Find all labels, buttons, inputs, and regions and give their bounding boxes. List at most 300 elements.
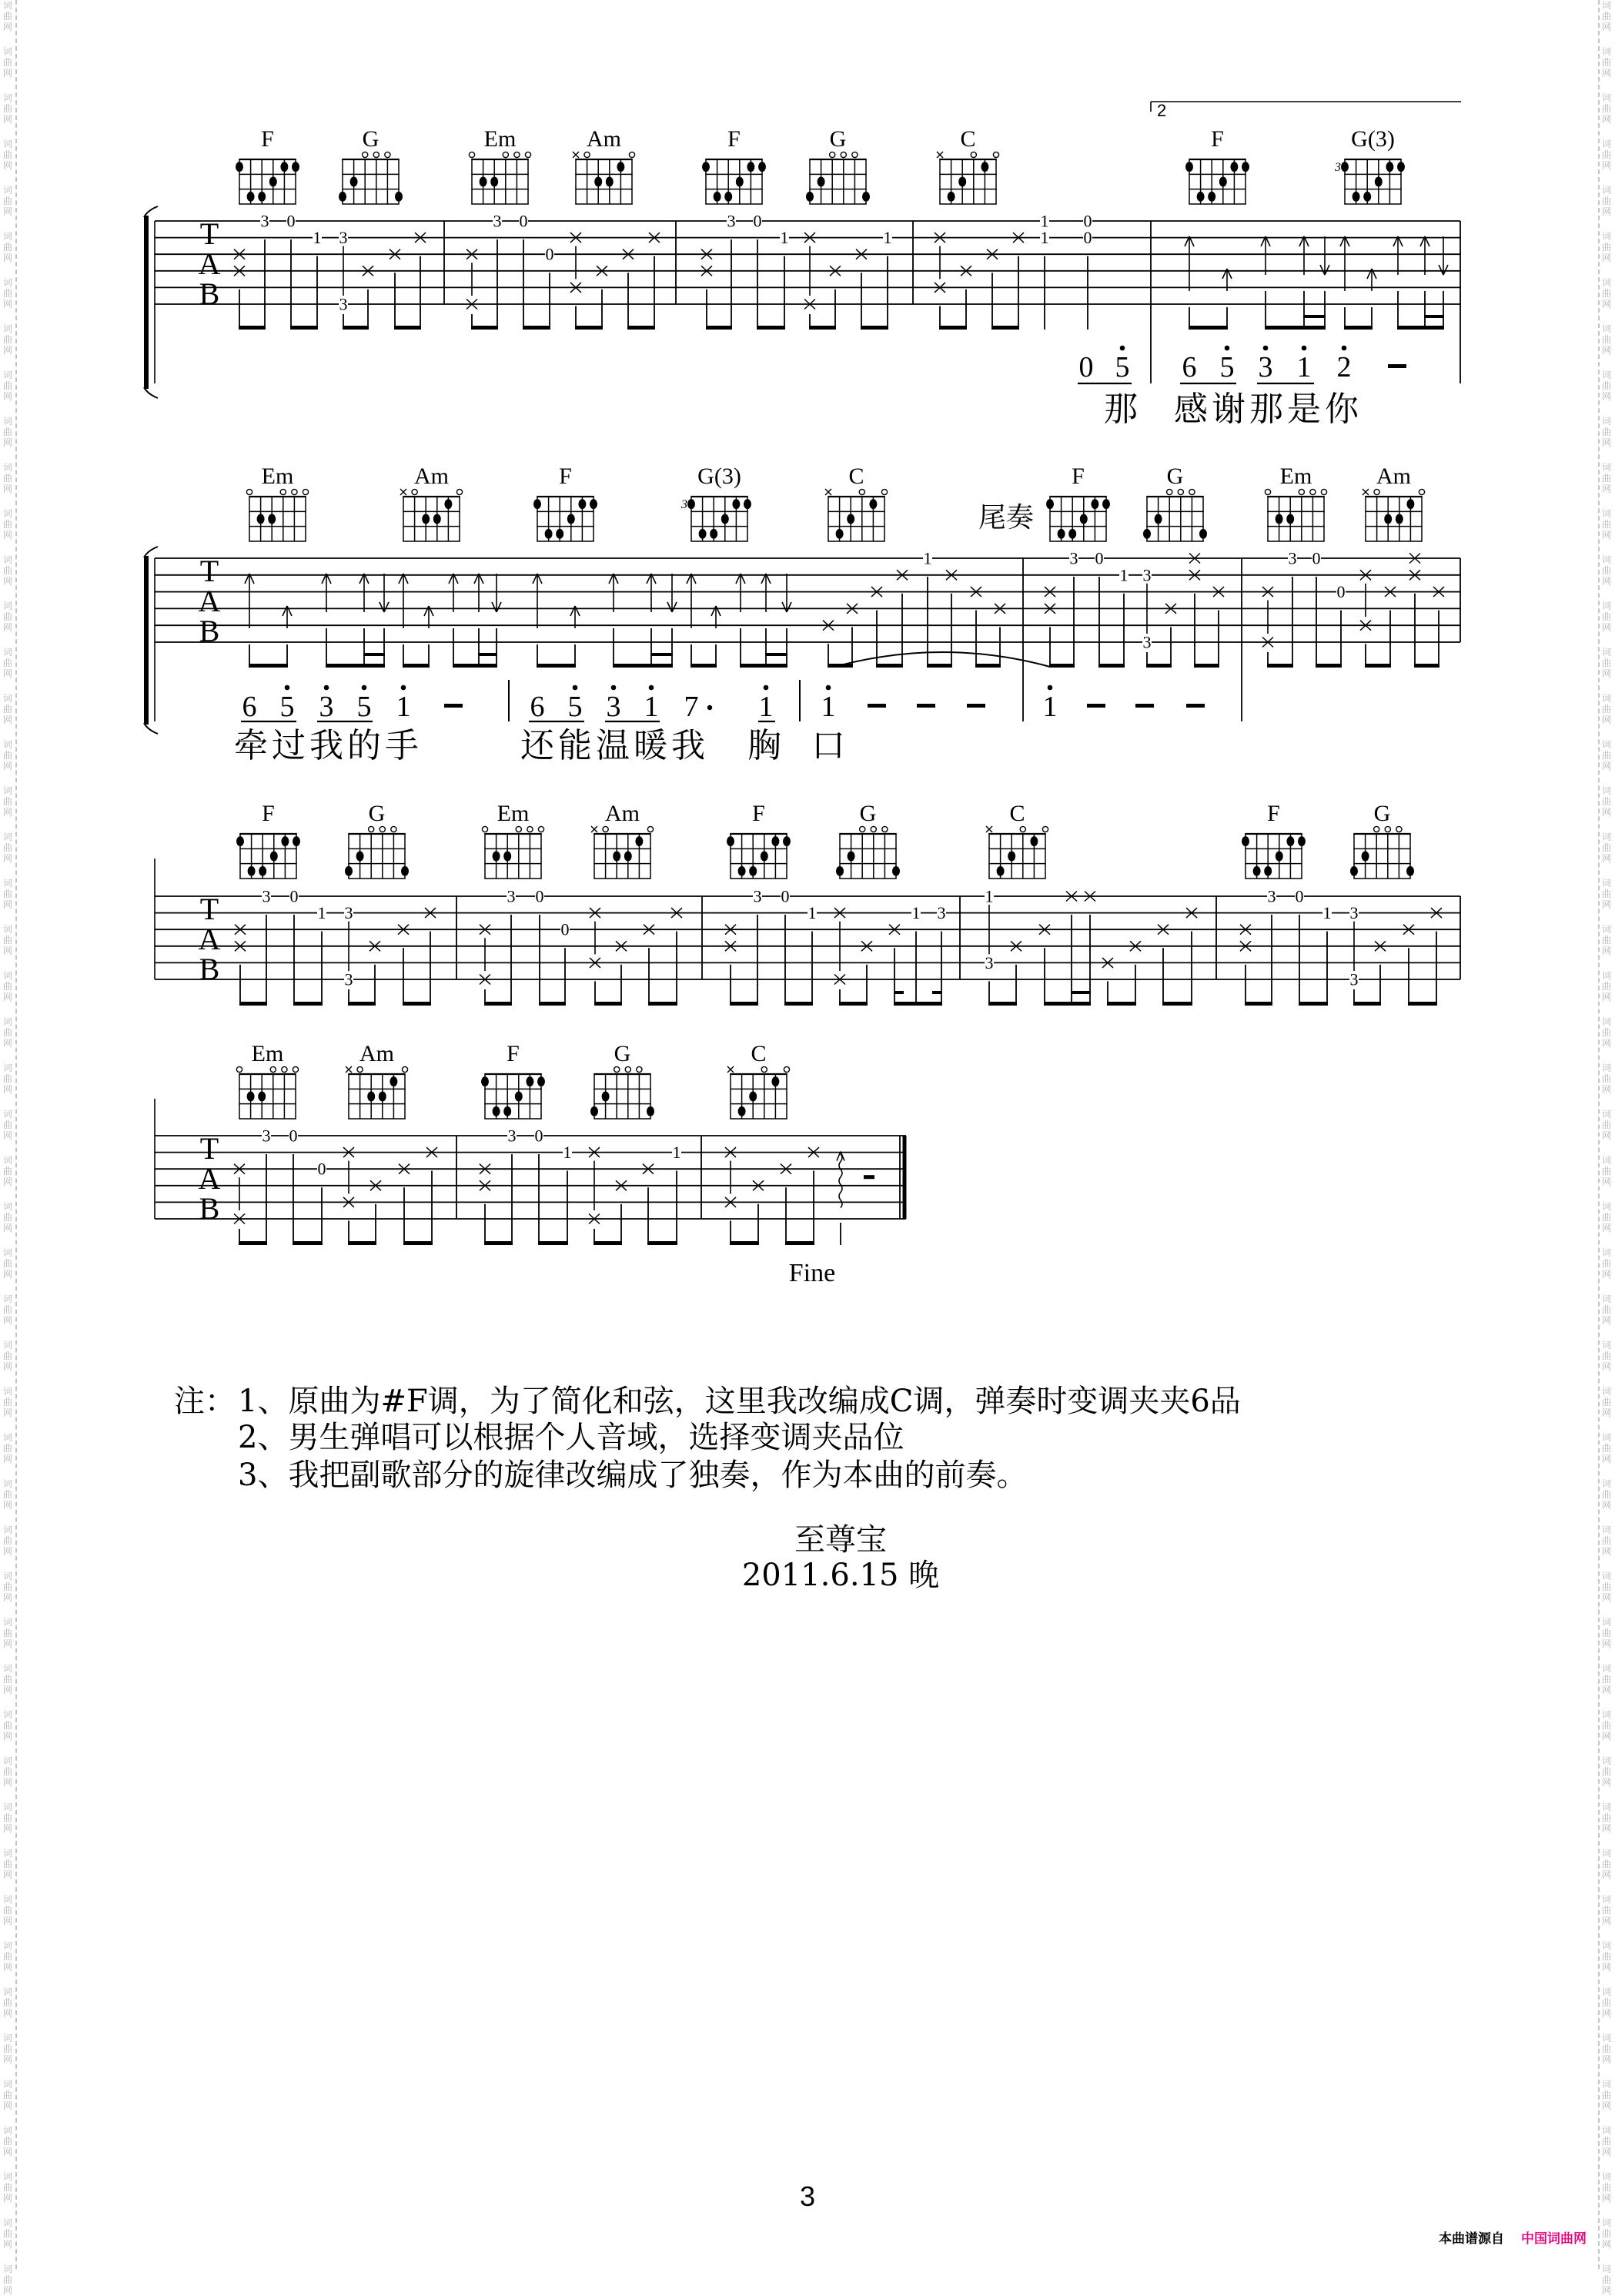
watermark-char: 词 xyxy=(1602,1247,1612,1258)
watermark-char: 词 xyxy=(3,924,13,935)
chord-diagram xyxy=(1334,126,1405,204)
finger-dot-icon xyxy=(836,529,844,539)
finger-dot-icon xyxy=(526,1076,533,1086)
chord-diagram xyxy=(236,801,300,879)
finger-dot-icon xyxy=(747,162,754,172)
finger-dot-icon xyxy=(350,177,358,187)
watermark-char: 曲 xyxy=(3,427,13,437)
watermark-char: 曲 xyxy=(1602,2182,1612,2193)
tab-event xyxy=(672,1143,681,1245)
watermark-char: 曲 xyxy=(3,1212,13,1223)
finger-dot-icon xyxy=(590,499,597,509)
octave-dot-icon xyxy=(611,685,617,691)
finger-dot-icon xyxy=(594,177,602,187)
finger-dot-icon xyxy=(606,177,614,187)
finger-dot-icon xyxy=(270,852,278,862)
lyric-char: 的 xyxy=(347,726,381,765)
watermark-char: 曲 xyxy=(1602,565,1612,576)
watermark-char: 曲 xyxy=(3,750,13,761)
chord-diagram xyxy=(339,126,403,204)
watermark-char: 词 xyxy=(3,1432,13,1443)
watermark-char: 网 xyxy=(1602,715,1612,725)
finger-dot-icon xyxy=(738,1106,746,1116)
watermark-char: 网 xyxy=(1602,1777,1612,1788)
chord-diagram xyxy=(469,126,530,204)
finger-dot-icon xyxy=(981,162,988,172)
watermark-char: 词 xyxy=(3,878,13,889)
finger-dot-icon xyxy=(247,192,255,202)
arrowhead-down-icon xyxy=(497,602,501,612)
finger-dot-icon xyxy=(1185,162,1193,172)
chord-name: Am xyxy=(359,1041,394,1066)
octave-dot-icon xyxy=(1120,346,1125,351)
watermark-char: 网 xyxy=(3,1638,13,1649)
octave-dot-icon xyxy=(362,685,367,691)
open-string-icon xyxy=(1385,826,1390,832)
watermark-char: 词 xyxy=(3,601,13,611)
finger-dot-icon xyxy=(710,529,717,539)
chord-diagram xyxy=(806,126,870,204)
lyric-char: 感 xyxy=(1174,390,1208,429)
beam xyxy=(988,1002,1017,1006)
beam xyxy=(539,1002,566,1006)
fret-number: 3 xyxy=(493,211,502,231)
tab-clef-letter: T xyxy=(199,1131,219,1166)
tab-event xyxy=(1409,554,1420,668)
beam xyxy=(239,1002,267,1006)
open-string-icon xyxy=(637,1066,642,1072)
open-string-icon xyxy=(584,152,590,157)
secondary-beam xyxy=(363,653,385,656)
source-footer xyxy=(1439,2230,1587,2248)
tab-event xyxy=(883,228,892,330)
fret-number: 1 xyxy=(985,886,994,906)
chord-name: G xyxy=(368,801,386,826)
watermark-char: 词 xyxy=(3,2125,13,2136)
tab-clef-letter: A xyxy=(198,1161,221,1196)
watermark-char: 词 xyxy=(1602,416,1612,427)
open-string-icon xyxy=(357,1066,363,1072)
tab-event xyxy=(1262,587,1273,668)
tab-event xyxy=(1360,570,1371,668)
tab-event xyxy=(1367,269,1376,330)
finger-dot-icon xyxy=(738,866,746,876)
watermark-char: 网 xyxy=(1602,160,1612,171)
tab-event xyxy=(589,1147,600,1245)
watermark-char: 词 xyxy=(1602,1940,1612,1951)
arrowhead-down-icon xyxy=(1320,265,1325,275)
tab-event xyxy=(1165,604,1176,668)
watermark-char: 网 xyxy=(3,853,13,864)
watermark-char: 曲 xyxy=(1602,519,1612,530)
chord-name: Am xyxy=(587,126,621,152)
watermark-char: 网 xyxy=(1602,761,1612,771)
fret-number: 3 xyxy=(1142,632,1152,652)
watermark-char: 曲 xyxy=(1602,380,1612,391)
finger-dot-icon xyxy=(1363,192,1371,202)
chord-name: C xyxy=(960,126,976,152)
beam xyxy=(484,1241,513,1245)
open-string-icon xyxy=(1178,489,1183,494)
finger-dot-icon xyxy=(480,177,487,187)
lyric-char: 牵 xyxy=(234,726,268,765)
watermark-char: 网 xyxy=(1602,1176,1612,1187)
watermark-char: 曲 xyxy=(1602,842,1612,853)
tab-clef-letter: T xyxy=(199,216,219,251)
tab-event xyxy=(234,249,245,330)
finger-dot-icon xyxy=(401,866,409,876)
watermark-char: 曲 xyxy=(1602,1397,1612,1407)
watermark-char: 曲 xyxy=(3,1120,13,1130)
jianpu-melody xyxy=(241,680,1205,723)
arrowhead-down-icon xyxy=(787,602,791,612)
tab-event xyxy=(369,941,380,1006)
tab-event xyxy=(1013,233,1024,330)
fret-number: 1 xyxy=(923,548,932,568)
tab-clef-letter: B xyxy=(199,952,220,986)
watermark-char: 曲 xyxy=(3,2182,13,2193)
chord-diagram xyxy=(727,801,791,879)
watermark-char: 网 xyxy=(1602,68,1612,79)
bracket-curl-bottom xyxy=(144,387,158,398)
tab-event xyxy=(911,903,921,1006)
watermark-char: 网 xyxy=(3,1084,13,1095)
tab-event xyxy=(343,1147,354,1245)
open-string-icon xyxy=(830,152,835,157)
watermark-char: 网 xyxy=(3,68,13,79)
open-string-icon xyxy=(293,1066,298,1072)
finger-dot-icon xyxy=(1341,162,1349,172)
tab-event xyxy=(466,249,477,330)
beam xyxy=(1299,1002,1328,1006)
tab-event xyxy=(339,228,348,330)
footer-site-link[interactable]: 中国词曲网 xyxy=(1521,2231,1587,2247)
watermark-char: 网 xyxy=(3,2147,13,2157)
tab-event xyxy=(1130,941,1141,1006)
fret-number: 1 xyxy=(808,903,817,923)
watermark-char: 网 xyxy=(1602,437,1612,448)
chord-diagram xyxy=(986,801,1048,879)
watermark-char: 曲 xyxy=(3,2090,13,2100)
watermark-char: 词 xyxy=(1602,1016,1612,1027)
fret-number: 3 xyxy=(339,294,348,314)
arrowhead-up-icon xyxy=(287,606,292,616)
open-string-icon xyxy=(246,489,252,494)
finger-dot-icon xyxy=(292,162,299,172)
tab-event xyxy=(643,1164,654,1245)
watermark-char: 词 xyxy=(1602,1386,1612,1397)
bracket-curl-top xyxy=(144,547,158,557)
finger-dot-icon xyxy=(590,1106,598,1116)
chord-diagram xyxy=(1363,464,1425,541)
watermark-char: 网 xyxy=(1602,1084,1612,1095)
watermark-char: 曲 xyxy=(1602,1120,1612,1130)
beam xyxy=(740,664,787,668)
open-string-icon xyxy=(860,826,865,832)
watermark-char: 词 xyxy=(3,1525,13,1535)
watermark-char: 网 xyxy=(3,1038,13,1049)
watermark-char: 曲 xyxy=(3,796,13,807)
finger-dot-icon xyxy=(1242,162,1249,172)
watermark-char: 网 xyxy=(1602,2285,1612,2296)
watermark-char: 词 xyxy=(1602,2264,1612,2274)
watermark-char: 词 xyxy=(3,46,13,57)
tab-measure xyxy=(725,1147,874,1245)
fret-number: 3 xyxy=(1349,969,1359,989)
fret-number: 0 xyxy=(545,244,554,264)
chord-name: Em xyxy=(497,801,530,826)
tab-event xyxy=(597,266,607,330)
watermark-char: 网 xyxy=(1602,345,1612,356)
jianpu-note: 1 xyxy=(1042,691,1058,723)
chord-name: Am xyxy=(1376,464,1411,489)
finger-dot-icon xyxy=(1197,192,1205,202)
open-string-icon xyxy=(784,1066,789,1072)
watermark-char: 曲 xyxy=(1602,473,1612,484)
watermark-char: 曲 xyxy=(1602,1628,1612,1638)
watermark-char: 曲 xyxy=(3,1951,13,1962)
watermark-char: 词 xyxy=(3,231,13,242)
tab-measure xyxy=(1185,236,1448,330)
watermark-char: 词 xyxy=(3,1155,13,1166)
beam xyxy=(537,664,576,668)
watermark-char: 词 xyxy=(1602,1755,1612,1766)
tab-event xyxy=(399,1164,410,1245)
lyric-char: 能 xyxy=(558,726,592,765)
octave-dot-icon xyxy=(764,685,769,691)
note-line-3: 3、我把副歌部分的旋律改编成了独奏，作为本曲的前奏。 xyxy=(238,1458,1028,1493)
finger-dot-icon xyxy=(444,499,452,509)
tab-event xyxy=(804,233,815,330)
watermark-char: 网 xyxy=(1602,1454,1612,1464)
chord-name: C xyxy=(848,464,864,489)
watermark-char: 曲 xyxy=(3,2274,13,2285)
half-rest-icon xyxy=(864,1175,874,1179)
open-string-icon xyxy=(629,152,634,157)
watermark-char: 词 xyxy=(1602,370,1612,380)
watermark-char: 曲 xyxy=(1602,2136,1612,2147)
beam xyxy=(1194,664,1219,668)
watermark-char: 曲 xyxy=(3,288,13,299)
open-string-icon xyxy=(1167,489,1172,494)
watermark-char: 词 xyxy=(1602,1617,1612,1628)
tab-event xyxy=(961,266,971,330)
beam xyxy=(627,326,655,330)
watermark-char: 网 xyxy=(1602,992,1612,1002)
chord-diagram xyxy=(680,464,751,541)
watermark-char: 曲 xyxy=(1602,2274,1612,2285)
beam xyxy=(594,1241,622,1245)
open-string-icon xyxy=(391,826,396,832)
watermark-char: 网 xyxy=(3,761,13,771)
finger-dot-icon xyxy=(236,162,243,172)
beam xyxy=(1414,664,1439,668)
arrowhead-up-icon xyxy=(711,606,716,616)
watermark-char: 词 xyxy=(1602,277,1612,288)
tab-event xyxy=(399,574,408,668)
watermark-char: 网 xyxy=(3,622,13,633)
tab-event xyxy=(861,941,872,1006)
watermark-char: 词 xyxy=(1602,1294,1612,1304)
chord-name: F xyxy=(261,126,274,152)
watermark-char: 网 xyxy=(1602,1269,1612,1280)
watermark-char: 曲 xyxy=(1602,935,1612,946)
fret-number: 3 xyxy=(1142,565,1152,585)
lyrics-line xyxy=(234,726,845,765)
chord-diagram xyxy=(825,464,888,541)
tab-event xyxy=(1393,236,1403,330)
tab-event xyxy=(995,604,1005,668)
tab-event xyxy=(1403,925,1414,1006)
finger-dot-icon xyxy=(280,162,288,172)
finger-dot-icon xyxy=(236,836,244,846)
octave-dot-icon xyxy=(1302,346,1307,351)
open-string-icon xyxy=(514,152,520,157)
chord-diagram xyxy=(1046,464,1110,541)
tab-event xyxy=(847,604,858,668)
watermark-char: 词 xyxy=(1602,601,1612,611)
fret-number: 0 xyxy=(1095,548,1104,568)
watermark-char: 词 xyxy=(3,1063,13,1073)
tab-event xyxy=(644,925,654,1006)
beam xyxy=(403,1002,431,1006)
chord-name: G xyxy=(1373,801,1391,826)
watermark-char: 网 xyxy=(3,2239,13,2250)
watermark-char: 网 xyxy=(1602,1407,1612,1418)
open-string-icon xyxy=(270,1066,276,1072)
watermark-char: 曲 xyxy=(3,1535,13,1546)
finger-dot-icon xyxy=(1286,514,1294,524)
tab-event xyxy=(856,249,867,330)
chord-diagram xyxy=(591,801,654,879)
open-string-icon xyxy=(373,152,379,157)
fret-number: 0 xyxy=(289,886,299,906)
watermark-char: 网 xyxy=(3,1869,13,1880)
watermark-char: 网 xyxy=(1602,1869,1612,1880)
watermark-char: 词 xyxy=(1602,2079,1612,2090)
arrowhead-down-icon xyxy=(492,602,497,612)
watermark-char: 网 xyxy=(1602,2147,1612,2157)
finger-dot-icon xyxy=(699,529,707,539)
finger-dot-icon xyxy=(836,866,844,876)
tab-event xyxy=(480,1164,490,1245)
lyric-char: 暖 xyxy=(634,726,667,765)
jianpu-note: 3 xyxy=(606,691,621,723)
beam xyxy=(293,1002,323,1006)
watermark-char: 词 xyxy=(1602,1709,1612,1720)
watermark-char: 词 xyxy=(1602,970,1612,981)
fret-number: 0 xyxy=(560,919,570,939)
watermark-char: 曲 xyxy=(3,704,13,715)
watermark-char: 网 xyxy=(3,899,13,910)
beam xyxy=(1044,1002,1091,1006)
tab-event xyxy=(425,908,436,1006)
watermark-char: 网 xyxy=(1602,1638,1612,1649)
fret-number: 0 xyxy=(286,211,296,231)
beam xyxy=(1162,1002,1192,1006)
watermark-char: 词 xyxy=(1602,92,1612,103)
watermark-char: 词 xyxy=(1602,1340,1612,1350)
beam xyxy=(1265,326,1326,330)
watermark-char: 网 xyxy=(1602,807,1612,818)
author-signature: 至尊宝 xyxy=(794,1522,887,1558)
beam xyxy=(1353,1002,1381,1006)
watermark-char: 网 xyxy=(3,160,13,171)
watermark-char: 网 xyxy=(3,1407,13,1418)
watermark-char: 词 xyxy=(3,508,13,519)
tab-event xyxy=(736,574,745,668)
fret-number: 1 xyxy=(317,903,326,923)
fret-number: 1 xyxy=(313,228,322,248)
watermark-char: 词 xyxy=(1602,1063,1612,1073)
arrangement-date: 2011.6.15 晚 xyxy=(741,1558,940,1593)
tab-event xyxy=(701,249,712,330)
finger-dot-icon xyxy=(515,1092,523,1102)
lyric-char: 还 xyxy=(520,726,554,765)
arpeggio-wave-icon xyxy=(839,1154,842,1208)
tab-event xyxy=(1039,925,1050,1006)
watermark-char: 网 xyxy=(1602,622,1612,633)
finger-dot-icon xyxy=(736,177,744,187)
tab-clef-letter: A xyxy=(198,246,221,281)
watermark-char: 曲 xyxy=(3,1443,13,1454)
watermark-char: 曲 xyxy=(1602,149,1612,160)
page-number: 3 xyxy=(799,2181,816,2212)
open-string-icon xyxy=(1310,489,1316,494)
tab-event xyxy=(480,925,490,1006)
chord-name: F xyxy=(262,801,275,826)
finger-dot-icon xyxy=(269,177,277,187)
finger-dot-icon xyxy=(1350,866,1358,876)
beam xyxy=(730,1002,758,1006)
finger-dot-icon xyxy=(395,192,403,202)
finger-dot-icon xyxy=(258,192,266,202)
octave-dot-icon xyxy=(1225,346,1230,351)
finger-dot-icon xyxy=(1386,162,1393,172)
watermark-char: 词 xyxy=(1602,1894,1612,1905)
open-string-icon xyxy=(852,152,858,157)
secondary-beam xyxy=(765,653,787,656)
finger-dot-icon xyxy=(268,514,276,524)
watermark-char: 网 xyxy=(3,1962,13,1973)
tab-event xyxy=(1011,941,1021,1006)
open-string-icon xyxy=(647,826,653,832)
chord-diagram xyxy=(345,801,409,879)
tab-event xyxy=(1213,587,1224,668)
finger-dot-icon xyxy=(602,1092,610,1102)
finger-dot-icon xyxy=(367,1092,375,1102)
chord-name: F xyxy=(752,801,765,826)
watermark-char: 词 xyxy=(3,1386,13,1397)
open-string-icon xyxy=(482,826,487,832)
fret-position-label: 3 xyxy=(1335,161,1341,174)
fret-number: 0 xyxy=(535,886,544,906)
octave-dot-icon xyxy=(1048,685,1053,691)
chord-name: Em xyxy=(483,126,517,152)
tab-clef-letter: B xyxy=(199,614,220,648)
watermark-char: 词 xyxy=(3,277,13,288)
watermark-char: 曲 xyxy=(1602,1997,1612,2008)
watermark-char: 词 xyxy=(3,1940,13,1951)
watermark-char: 词 xyxy=(3,1294,13,1304)
watermark-char: 网 xyxy=(3,253,13,263)
watermark-char: 词 xyxy=(1602,785,1612,796)
finger-dot-icon xyxy=(1242,836,1249,846)
beam xyxy=(1146,664,1172,668)
finger-dot-icon xyxy=(556,529,563,539)
beam xyxy=(1098,664,1125,668)
watermark-char: 曲 xyxy=(3,1905,13,1916)
